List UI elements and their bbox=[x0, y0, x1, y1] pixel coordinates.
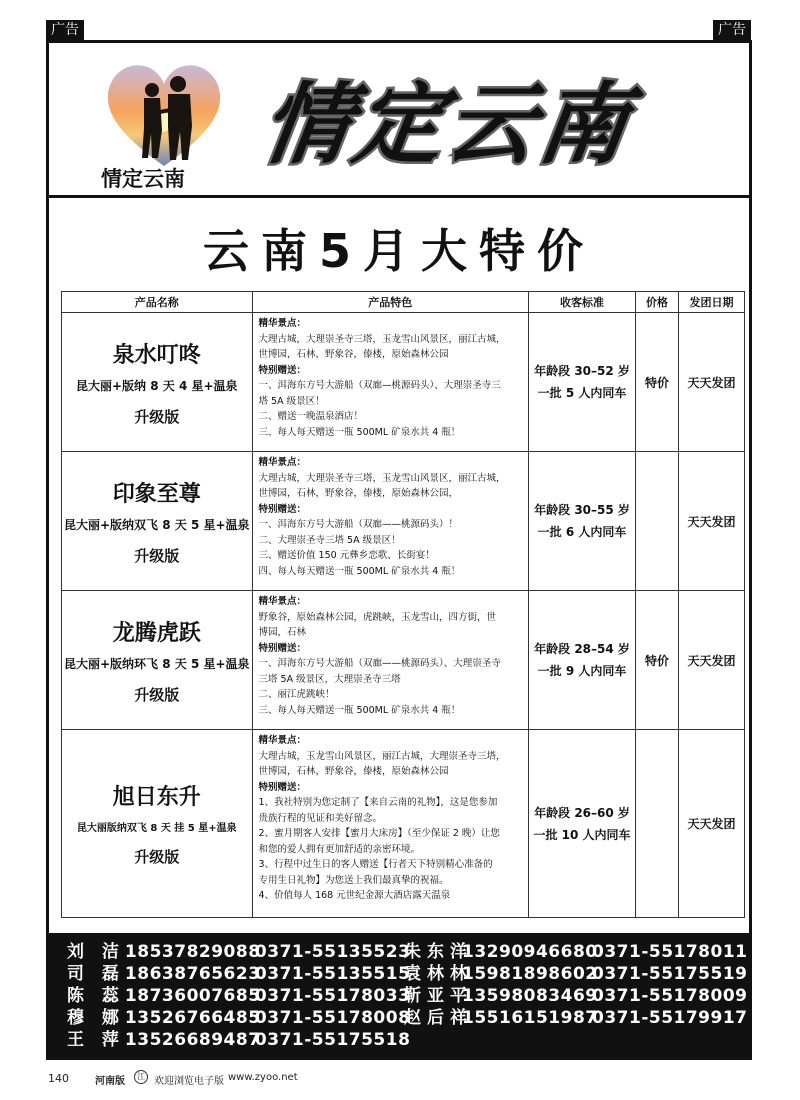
feature-line: 一、洱海东方号大游船（双廊——桃源码头）、大理崇圣寺 bbox=[258, 658, 501, 669]
standard-cell bbox=[529, 591, 636, 730]
table-row bbox=[62, 591, 745, 730]
product-name: 龙腾虎跃 bbox=[112, 620, 201, 646]
feature-line: 精华景点： bbox=[258, 596, 307, 607]
contact-row bbox=[67, 1029, 749, 1051]
contact-name: 穆 娜 bbox=[67, 1008, 125, 1028]
contact-entry bbox=[404, 963, 748, 985]
contact-mobile: 13526689487 bbox=[124, 1030, 261, 1050]
feature-line: 精华景点： bbox=[258, 318, 307, 329]
product-cell bbox=[62, 313, 253, 452]
contact-list bbox=[49, 933, 749, 1057]
feature-line: 精华景点： bbox=[258, 457, 307, 468]
departure-cell: 天天发团 bbox=[678, 591, 744, 730]
contact-tel: 0371-55135515 bbox=[254, 964, 411, 984]
product-name: 旭日东升 bbox=[112, 785, 201, 810]
contact-name: 刘 洁 bbox=[67, 942, 125, 962]
feature-line: 一、洱海东方号大游船（双廊—桃源码头）、大理崇圣寺三 bbox=[258, 380, 501, 391]
contact-mobile: 18736007685 bbox=[124, 986, 261, 1006]
contact-row bbox=[67, 963, 749, 985]
contact-mobile: 13598083469 bbox=[462, 986, 598, 1006]
feature-line: 特别赠送： bbox=[258, 642, 307, 654]
feature-line: 大理古城，玉龙雪山风景区，丽江古城，大理崇圣寺三塔， bbox=[258, 750, 506, 762]
age-range: 年龄段 30–52 岁 bbox=[534, 364, 630, 378]
group-size: 一批 5 人内同车 bbox=[537, 386, 627, 400]
website-link[interactable]: www.zyoo.net bbox=[228, 1072, 298, 1083]
ad-tag-right: 广告 bbox=[713, 20, 751, 40]
product-name: 印象至尊 bbox=[112, 481, 201, 507]
product-route: 昆大丽+版纳 8 天 4 星+温泉 bbox=[76, 378, 238, 393]
feature-line: 贵族行程的见证和美好留念。 bbox=[258, 812, 383, 824]
group-size: 一批 6 人内同车 bbox=[537, 525, 627, 539]
contact-tel: 0371-55178033 bbox=[254, 986, 411, 1006]
page-footer bbox=[0, 1064, 800, 1094]
welcome-text: 欢迎浏览电子版 bbox=[154, 1076, 224, 1087]
product-route: 昆大丽+版纳双飞 8 天 5 星+温泉 bbox=[64, 517, 250, 532]
feature-line: 大理古城，大理崇圣寺三塔，玉龙雪山风景区，丽江古城， bbox=[258, 472, 506, 484]
contact-tel: 0371-55135523 bbox=[254, 942, 411, 962]
logo-text: 情定云南 bbox=[101, 167, 185, 191]
feature-line: 博园，石林 bbox=[258, 627, 307, 638]
price-cell bbox=[636, 730, 679, 918]
features-cell bbox=[252, 313, 529, 452]
product-cell bbox=[62, 730, 253, 918]
standard-cell bbox=[529, 313, 636, 452]
feature-line: 4、价值每人 168 元世纪金源大酒店露天温泉 bbox=[258, 890, 451, 901]
features-cell bbox=[252, 452, 529, 591]
banner-title: 情定云南 bbox=[255, 73, 639, 176]
feature-line: 二、赠送一晚温泉酒店！ bbox=[258, 411, 364, 422]
contact-name: 袁林林 bbox=[404, 964, 473, 984]
feature-line: 野象谷，原始森林公园，虎跳峡，玉龙雪山，四方街，世 bbox=[258, 611, 497, 623]
feature-line: 精华景点： bbox=[258, 735, 307, 746]
contact-tel: 0371-55178009 bbox=[592, 986, 748, 1006]
contact-mobile: 13526766485 bbox=[124, 1008, 261, 1028]
contact-entry bbox=[67, 1007, 411, 1029]
promo-title: 云南5月大特价 bbox=[202, 224, 595, 278]
feature-line: 特别赠送： bbox=[258, 781, 307, 793]
table-header-row bbox=[62, 292, 745, 313]
col-header-name: 产品名称 bbox=[62, 292, 253, 313]
contact-tel: 0371-55178008 bbox=[254, 1008, 411, 1028]
contact-name: 陈 蕊 bbox=[67, 986, 125, 1006]
contact-entry bbox=[404, 985, 748, 1007]
features-cell bbox=[252, 591, 529, 730]
contact-name: 赵后祥 bbox=[404, 1008, 473, 1028]
page-number: 140 bbox=[48, 1072, 69, 1085]
contact-name: 朱东洋 bbox=[404, 942, 473, 962]
col-header-features: 产品特色 bbox=[252, 292, 529, 313]
contact-mobile: 18537829088 bbox=[124, 942, 261, 962]
age-range: 年龄段 26–60 岁 bbox=[534, 805, 630, 820]
feature-line: 三、赠送价值 150 元彝乡恋歌、长街宴！ bbox=[258, 550, 435, 561]
table-row bbox=[62, 730, 745, 918]
feature-line: 三、每人每天赠送一瓶 500ML 矿泉水共 4 瓶！ bbox=[258, 426, 461, 438]
edition-badge-icon: 江 bbox=[134, 1070, 148, 1084]
standard-cell bbox=[529, 452, 636, 591]
feature-line: 2、蜜月期客人安排【蜜月大床房】（至少保证 2 晚）让您 bbox=[258, 828, 500, 839]
edition-label: 河南版 bbox=[95, 1076, 125, 1087]
group-size: 一批 10 人内同车 bbox=[533, 827, 631, 842]
contact-name: 司 磊 bbox=[67, 964, 125, 984]
price-cell bbox=[636, 452, 679, 591]
contact-entry bbox=[67, 963, 411, 985]
product-upgrade: 升级版 bbox=[134, 407, 180, 426]
departure-cell: 天天发团 bbox=[678, 452, 744, 591]
product-upgrade: 升级版 bbox=[134, 546, 180, 565]
feature-line: 3、行程中过生日的客人赠送【行者天下特别精心准备的 bbox=[258, 859, 493, 870]
contact-entry bbox=[404, 1007, 748, 1029]
ad-frame bbox=[46, 40, 752, 1060]
contact-tel: 0371-55175519 bbox=[592, 964, 748, 984]
feature-line: 三、每人每天赠送一瓶 500ML 矿泉水共 4 瓶！ bbox=[258, 704, 461, 716]
feature-line: 二、大理崇圣寺三塔 5A 级景区！ bbox=[258, 534, 401, 546]
feature-line: 一、洱海东方号大游船（双廊——桃源码头）！ bbox=[258, 519, 459, 530]
feature-line: 三塔 5A 级景区，大理崇圣寺三塔 bbox=[258, 673, 401, 685]
table-row bbox=[62, 313, 745, 452]
price-cell: 特价 bbox=[636, 591, 679, 730]
contact-mobile: 15516151987 bbox=[462, 1008, 598, 1028]
contact-tel: 0371-55178011 bbox=[592, 942, 748, 962]
ad-tag-left: 广告 bbox=[46, 20, 84, 40]
standard-cell bbox=[529, 730, 636, 918]
features-cell bbox=[252, 730, 529, 918]
product-route: 昆大丽+版纳环飞 8 天 5 星+温泉 bbox=[64, 656, 250, 671]
product-route: 昆大丽版纳双飞 8 天 挂 5 星+温泉 bbox=[76, 823, 237, 834]
price-cell: 特价 bbox=[636, 313, 679, 452]
contact-name: 靳亚平 bbox=[404, 986, 473, 1006]
contact-mobile: 15981898602 bbox=[462, 964, 598, 984]
feature-line: 二、丽江虎跳峡！ bbox=[258, 689, 335, 700]
age-range: 年龄段 30–55 岁 bbox=[534, 503, 630, 517]
feature-line: 特别赠送： bbox=[258, 364, 307, 376]
contact-mobile: 13290946680 bbox=[462, 942, 598, 962]
departure-cell: 天天发团 bbox=[678, 313, 744, 452]
header bbox=[49, 43, 749, 198]
feature-line: 世博园，石林，野象谷，傣楼，原始森林公园 bbox=[258, 766, 449, 777]
contact-tel: 0371-55179917 bbox=[592, 1008, 748, 1028]
product-cell bbox=[62, 591, 253, 730]
feature-line: 1、我社特别为您定制了【来自云南的礼物】，这是您参加 bbox=[258, 797, 498, 808]
feature-line: 特别赠送： bbox=[258, 503, 307, 515]
contact-row bbox=[67, 985, 749, 1007]
tour-table bbox=[61, 291, 745, 918]
feature-line: 世博园，石林，野象谷，傣楼，原始森林公园 bbox=[258, 349, 449, 360]
departure-cell: 天天发团 bbox=[678, 730, 744, 918]
contact-entry bbox=[67, 941, 411, 963]
group-size: 一批 9 人内同车 bbox=[537, 664, 627, 678]
product-upgrade: 升级版 bbox=[134, 848, 180, 866]
feature-line: 大理古城，大理崇圣寺三塔，玉龙雪山风景区，丽江古城， bbox=[258, 333, 506, 345]
product-cell bbox=[62, 452, 253, 591]
contact-entry bbox=[67, 1029, 411, 1051]
feature-line: 和您的爱人拥有更加舒适的亲密环境。 bbox=[258, 843, 421, 855]
table-row bbox=[62, 452, 745, 591]
contact-name: 王 萍 bbox=[67, 1030, 125, 1050]
contact-entry bbox=[67, 985, 411, 1007]
contact-entry bbox=[404, 941, 748, 963]
contact-tel: 0371-55175518 bbox=[254, 1030, 411, 1050]
col-header-departure: 发团日期 bbox=[678, 292, 744, 313]
col-header-standard: 收客标准 bbox=[529, 292, 636, 313]
feature-line: 塔 5A 级景区！ bbox=[258, 395, 325, 407]
product-upgrade: 升级版 bbox=[134, 685, 180, 704]
contact-mobile: 18638765623 bbox=[124, 964, 261, 984]
feature-line: 四、每人每天赠送一瓶 500ML 矿泉水共 4 瓶！ bbox=[258, 565, 461, 577]
contact-row bbox=[67, 941, 749, 963]
feature-line: 世博园，石林，野象谷，傣楼，原始森林公园， bbox=[258, 488, 459, 499]
age-range: 年龄段 28–54 岁 bbox=[534, 642, 630, 656]
col-header-price: 价格 bbox=[636, 292, 679, 313]
contact-row bbox=[67, 1007, 749, 1029]
product-name: 泉水叮咚 bbox=[112, 342, 201, 368]
feature-line: 专用生日礼物】为您送上我们最真挚的祝福。 bbox=[258, 874, 449, 886]
